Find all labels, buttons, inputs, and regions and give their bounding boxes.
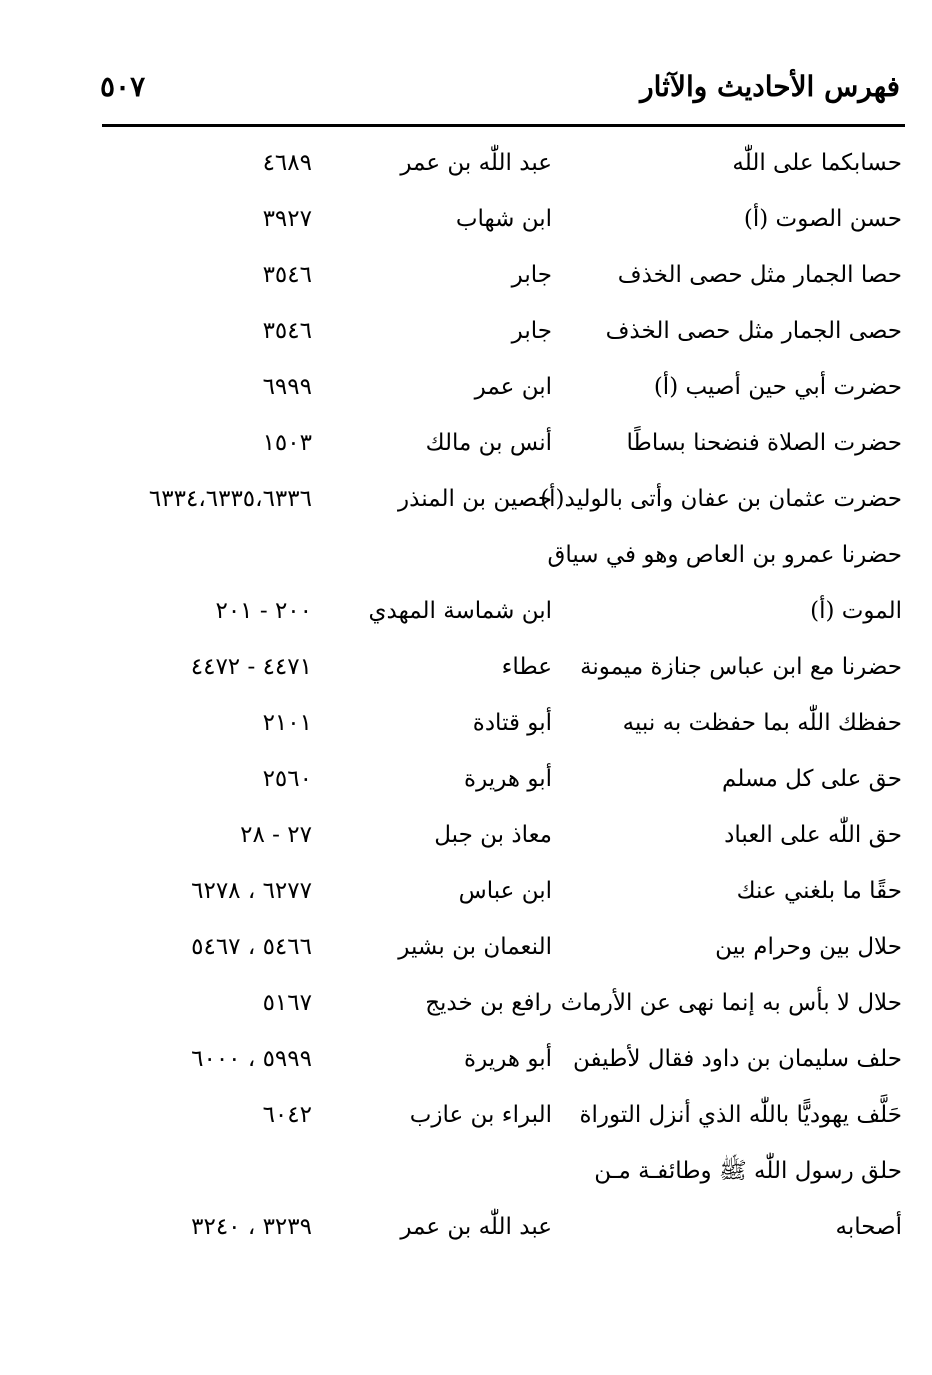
entry-number: ٥٤٦٦ ، ٥٤٦٧	[191, 934, 312, 960]
entry-narrator: عطاء	[501, 654, 552, 680]
entry-narrator: النعمان بن بشير	[398, 934, 552, 960]
entry-number: ٥١٦٧	[262, 990, 312, 1016]
entry-narrator: ابن عباس	[458, 878, 552, 904]
index-entry	[0, 476, 932, 532]
page-title: فهرس الأحاديث والآثار	[640, 70, 900, 103]
index-entry	[0, 700, 932, 756]
entry-text: حَلَّف يهوديًّا باللّٰه الذي أنزل التوراة	[579, 1102, 902, 1128]
entry-narrator: رافع بن خديج	[425, 990, 552, 1016]
entry-narrator: عبد اللّٰه بن عمر	[400, 150, 552, 176]
entry-text: حضرت عثمان بن عفان وأتى بالوليد(أ)	[540, 486, 902, 512]
entry-text: حفظك اللّٰه بما حفظت به نبيه	[622, 710, 902, 736]
index-list	[0, 140, 932, 1260]
entry-text: حضرت أبي حين أصيب (أ)	[653, 374, 902, 400]
entry-number: ٣٢٣٩ ، ٣٢٤٠	[191, 1214, 312, 1240]
entry-text: حضرت الصلاة فنضحنا بساطًا	[626, 430, 902, 456]
index-entry	[0, 812, 932, 868]
entry-text: حلف سليمان بن داود فقال لأطيفن	[573, 1046, 902, 1072]
entry-text: حق على كل مسلم	[722, 766, 902, 792]
entry-text: حلال بين وحرام بين	[715, 934, 902, 960]
entry-narrator: معاذ بن جبل	[434, 822, 552, 848]
index-entry	[0, 1036, 932, 1092]
entry-narrator: أبو هريرة	[464, 1046, 552, 1072]
index-entry	[0, 1148, 932, 1204]
entry-number: ٦٣٣٤،٦٣٣٥،٦٣٣٦	[148, 486, 312, 512]
entry-text: الموت (أ)	[810, 598, 902, 624]
index-entry	[0, 588, 932, 644]
entry-number: ٣٩٢٧	[262, 206, 312, 232]
entry-text: حصا الجمار مثل حصى الخذف	[617, 262, 902, 288]
entry-text: حقًا ما بلغني عنك	[736, 878, 902, 904]
entry-narrator: جابر	[511, 318, 552, 344]
entry-number: ٤٦٨٩	[262, 150, 312, 176]
entry-text: حصى الجمار مثل حصى الخذف	[605, 318, 902, 344]
entry-narrator: ابن عمر	[474, 374, 552, 400]
index-entry	[0, 1092, 932, 1148]
entry-narrator: أنس بن مالك	[425, 430, 552, 456]
index-entry	[0, 140, 932, 196]
entry-number: ٢٠٠ - ٢٠١	[215, 598, 312, 624]
entry-text: حسابكما على اللّٰه	[732, 150, 902, 176]
entry-number: ١٥٠٣	[262, 430, 312, 456]
entry-narrator: عبد اللّٰه بن عمر	[400, 1214, 552, 1240]
entry-number: ٦٢٧٧ ، ٦٢٧٨	[191, 878, 312, 904]
entry-number: ٢٥٦٠	[262, 766, 312, 792]
index-entry	[0, 868, 932, 924]
entry-number: ٢٧ - ٢٨	[240, 822, 312, 848]
header-rule	[102, 124, 905, 127]
entry-text: حلال لا بأس به إنما نهى عن الأرماث	[560, 990, 902, 1016]
entry-narrator: أبو قتادة	[472, 710, 552, 736]
index-entry	[0, 1204, 932, 1260]
index-entry	[0, 980, 932, 1036]
index-entry	[0, 532, 932, 588]
entry-number: ٦٠٤٢	[262, 1102, 312, 1128]
entry-text: حسن الصوت (أ)	[743, 206, 902, 232]
entry-number: ٢١٠١	[262, 710, 312, 736]
index-entry	[0, 364, 932, 420]
entry-text: حضرنا مع ابن عباس جنازة ميمونة	[580, 654, 902, 680]
entry-text: حق اللّٰه على العباد	[724, 822, 902, 848]
index-entry	[0, 924, 932, 980]
page-header	[100, 62, 900, 112]
page-number: ٥٠٧	[100, 70, 146, 103]
index-entry	[0, 308, 932, 364]
index-entry	[0, 644, 932, 700]
index-entry	[0, 420, 932, 476]
entry-text: حضرنا عمرو بن العاص وهو في سياق	[547, 542, 902, 568]
entry-number: ٦٩٩٩	[262, 374, 312, 400]
entry-narrator: ابن شماسة المهدي	[368, 598, 552, 624]
entry-number: ٣٥٤٦	[262, 262, 312, 288]
entry-text: أصحابه	[835, 1214, 902, 1240]
index-entry	[0, 756, 932, 812]
entry-number: ٤٤٧١ - ٤٤٧٢	[190, 654, 312, 680]
entry-narrator: ابن شهاب	[455, 206, 552, 232]
entry-narrator: أبو هريرة	[464, 766, 552, 792]
index-entry	[0, 196, 932, 252]
entry-text: حلق رسول اللّٰه ﷺ وطائفـة مـن	[594, 1158, 902, 1184]
entry-narrator: حصين بن المنذر	[398, 486, 552, 512]
entry-narrator: البراء بن عازب	[409, 1102, 552, 1128]
entry-number: ٥٩٩٩ ، ٦٠٠٠	[191, 1046, 312, 1072]
entry-narrator: جابر	[511, 262, 552, 288]
entry-number: ٣٥٤٦	[262, 318, 312, 344]
index-entry	[0, 252, 932, 308]
